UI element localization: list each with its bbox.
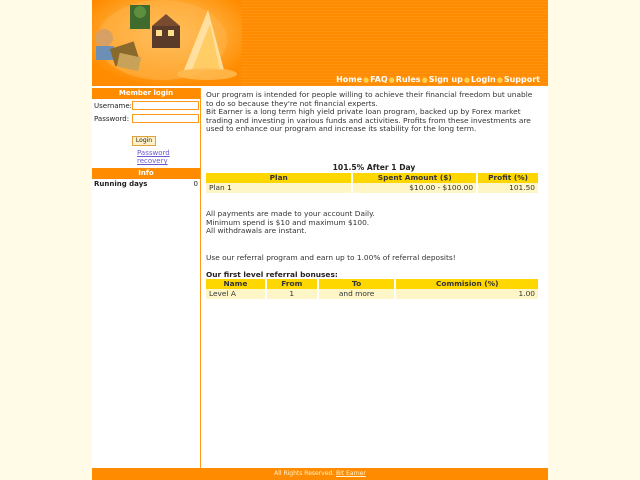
plan-header-plan: Plan bbox=[206, 173, 352, 183]
username-input[interactable] bbox=[132, 101, 199, 110]
table-row bbox=[206, 289, 539, 299]
ref-level-cell: Level A bbox=[206, 289, 266, 299]
nav-faq-link[interactable]: FAQ bbox=[370, 75, 388, 84]
password-recovery-link[interactable]: Password recovery bbox=[137, 149, 170, 165]
referral-bonus-title: Our first level referral bonuses: bbox=[206, 270, 338, 280]
withdrawal-note: All withdrawals are instant. bbox=[206, 226, 307, 236]
plan-header-amount: Spent Amount ($) bbox=[352, 173, 477, 183]
ref-commission-cell: 1.00 bbox=[395, 289, 539, 299]
spend-limit-note: Minimum spend is $10 and maximum $100. bbox=[206, 217, 370, 227]
footer-rights-text: All Rights Reserved. bbox=[274, 470, 335, 477]
password-input[interactable] bbox=[132, 114, 199, 123]
nav-separator-dot: ● bbox=[496, 76, 503, 84]
top-navigation bbox=[336, 75, 540, 86]
payment-note: All payments are made to your account Daily. bbox=[206, 208, 375, 218]
plan-amount-cell: $10.00 - $100.00 bbox=[352, 183, 477, 193]
footer bbox=[92, 468, 548, 480]
intro-paragraph-1: Our program is intended for people willing to achieve their financial freedom but unable to do so because they're not financial experts. bbox=[206, 90, 533, 108]
login-form bbox=[92, 99, 200, 165]
page-wrapper bbox=[92, 0, 548, 480]
ref-from-cell: 1 bbox=[266, 289, 318, 299]
plan-profit-cell: 101.50 bbox=[477, 183, 539, 193]
nav-separator-dot: ● bbox=[388, 76, 395, 84]
ref-header-commission: Commision (%) bbox=[395, 279, 539, 289]
plan-title: 101.5% After 1 Day bbox=[332, 162, 416, 172]
nav-separator-dot: ● bbox=[421, 76, 428, 84]
password-label: Password: bbox=[94, 115, 130, 123]
plan-header-row bbox=[206, 173, 539, 183]
header bbox=[92, 0, 548, 86]
banner-collage-image bbox=[92, 0, 242, 86]
table-row bbox=[206, 183, 539, 193]
main-content bbox=[206, 91, 542, 299]
running-days-row bbox=[92, 179, 200, 189]
nav-login-link[interactable]: Login bbox=[470, 75, 496, 84]
ref-header-to: To bbox=[318, 279, 396, 289]
ref-to-cell: and more bbox=[318, 289, 396, 299]
referral-header-row bbox=[206, 279, 539, 289]
sidebar bbox=[92, 88, 201, 468]
nav-home-link[interactable]: Home bbox=[336, 75, 363, 84]
username-label: Username: bbox=[94, 102, 133, 110]
ref-header-from: From bbox=[266, 279, 318, 289]
login-button[interactable]: Login bbox=[132, 136, 156, 146]
referral-table bbox=[206, 279, 540, 299]
nav-separator-dot: ● bbox=[363, 76, 370, 84]
plan-table bbox=[206, 173, 540, 193]
nav-signup-link[interactable]: Sign up bbox=[428, 75, 463, 84]
running-days-label: Running days bbox=[94, 180, 148, 188]
nav-support-link[interactable]: Support bbox=[503, 75, 540, 84]
info-title: Info bbox=[92, 168, 200, 179]
running-days-value: 0 bbox=[193, 180, 198, 188]
nav-rules-link[interactable]: Rules bbox=[395, 75, 421, 84]
ref-header-name: Name bbox=[206, 279, 266, 289]
plan-name-cell: Plan 1 bbox=[206, 183, 352, 193]
plan-header-profit: Profit (%) bbox=[477, 173, 539, 183]
referral-text: Use our referral program and earn up to 1.00% of referral deposits! bbox=[206, 252, 456, 262]
member-login-title: Member login bbox=[92, 88, 200, 99]
footer-brand-link[interactable]: Bit Earner bbox=[336, 470, 366, 477]
intro-paragraph-2: Bit Earner is a long term high yield private loan program, backed up by Forex market trading and investing in various funds and activities. Profits from these investments are used to enhance our program and increase its stability for the long term. bbox=[206, 107, 531, 134]
nav-separator-dot: ● bbox=[463, 76, 470, 84]
